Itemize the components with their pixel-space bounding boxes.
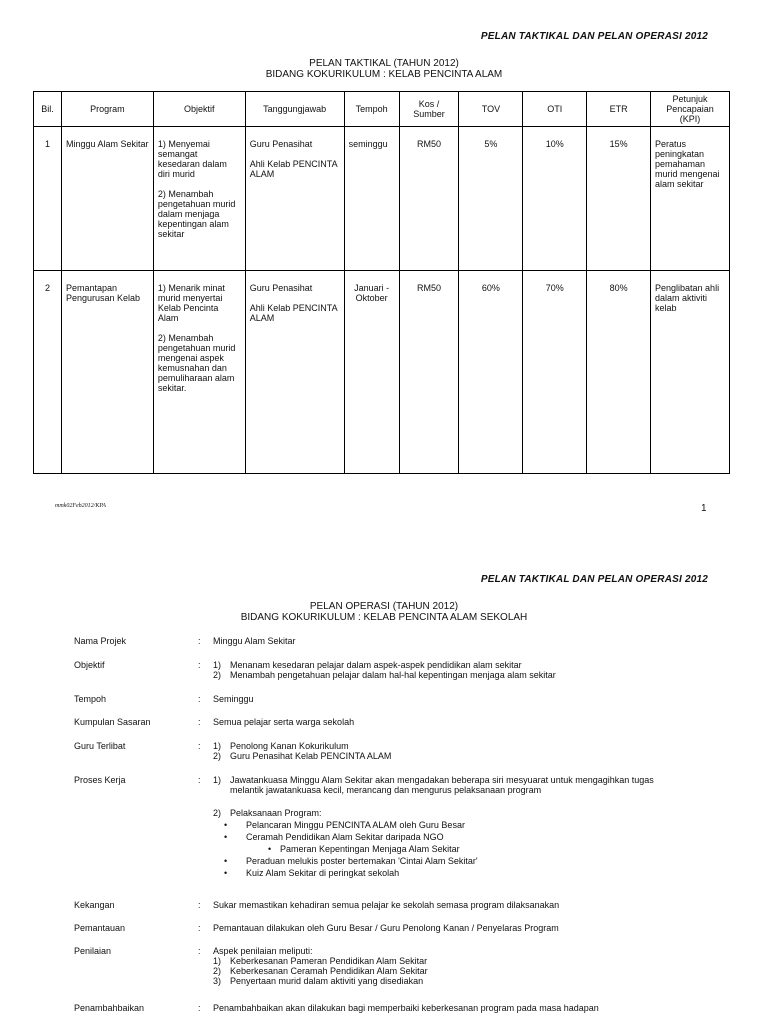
field-colon: :: [198, 636, 201, 646]
list-item: 2) Pelaksanaan Program:: [213, 808, 322, 818]
field-value: Seminggu: [213, 694, 254, 704]
cell-program: Minggu Alam Sekitar: [61, 127, 153, 271]
col-header: TOV: [459, 92, 523, 127]
cell-etr: 80%: [587, 271, 651, 474]
tactical-subtitle: BIDANG KOKURIKULUM : KELAB PENCINTA ALAM: [265, 69, 503, 80]
field-colon: :: [198, 1003, 201, 1013]
list-item: 1) Penolong Kanan Kokurikulum: [213, 741, 349, 751]
bullet-item: • Ceramah Pendidikan Alam Sekitar daripada NGO: [213, 832, 723, 842]
col-header: Program: [61, 92, 153, 127]
table-row: [34, 271, 730, 474]
field-label: Pemantauan: [74, 923, 126, 933]
col-header: Bil.: [34, 92, 62, 127]
table-header-row: [34, 92, 730, 127]
field-label: Kekangan: [74, 900, 115, 910]
list-item: 1) Jawatankuasa Minggu Alam Sekitar akan mengadakan beberapa siri mesyuarat untuk mengagihkan tugas: [213, 775, 654, 785]
bullet-item: • Peraduan melukis poster bertemakan 'Cintai Alam Sekitar': [213, 856, 723, 866]
sub-bullet-item: • Pameran Kepentingan Menjaga Alam Sekitar: [213, 844, 723, 854]
bullet-item: • Pelancaran Minggu PENCINTA ALAM oleh Guru Besar: [213, 820, 723, 830]
list-item: 3) Penyertaan murid dalam aktiviti yang disediakan: [213, 976, 424, 986]
cell-oti: 70%: [523, 271, 587, 474]
cell-objektif: [153, 127, 245, 271]
field-label: Nama Projek: [74, 636, 127, 646]
cell-kos: RM50: [399, 127, 459, 271]
field-colon: :: [198, 660, 201, 670]
field-value: [213, 775, 723, 878]
field-label: Proses Kerja: [74, 775, 126, 785]
field-colon: :: [198, 923, 201, 933]
field-label: Tempoh: [74, 694, 107, 704]
table-row: [34, 127, 730, 271]
field-colon: :: [198, 775, 201, 785]
col-header: Objektif: [153, 92, 245, 127]
cell-tempoh: seminggu: [344, 127, 399, 271]
cell-bil: 2: [34, 271, 62, 474]
field-label: Kumpulan Sasaran: [74, 717, 151, 727]
list-item-continuation: melantik jawatankuasa kecil, merancang dan mengurus pelaksanaan program: [230, 785, 542, 795]
cell-objektif: [153, 271, 245, 474]
tactical-plan-table: [33, 91, 730, 474]
page-header: PELAN TAKTIKAL DAN PELAN OPERASI 2012: [480, 574, 708, 585]
list-item: 2) Menambah pengetahuan pelajar dalam hal-hal kepentingan menjaga alam sekitar: [213, 670, 556, 680]
cell-program: Pemantapan Pengurusan Kelab: [61, 271, 153, 474]
cell-etr: 15%: [587, 127, 651, 271]
cell-tov: 60%: [459, 271, 523, 474]
field-colon: :: [198, 900, 201, 910]
field-value: [213, 741, 723, 761]
field-label: Penambahbaikan: [74, 1003, 145, 1013]
tactical-title: PELAN TAKTIKAL (TAHUN 2012): [309, 58, 459, 69]
col-header: Tanggungjawab: [245, 92, 344, 127]
objective-item: 2) Menambah pengetahuan murid dalam menjaga kepentingan alam sekitar: [157, 189, 236, 239]
cell-tanggungjawab: [245, 271, 344, 474]
objective-item: 1) Menarik minat murid menyertai Kelab Pencinta Alam: [157, 283, 225, 323]
cell-kpi: Penglibatan ahli dalam aktiviti kelab: [651, 271, 730, 474]
cell-tempoh: Januari - Oktober: [344, 271, 399, 474]
cell-tanggungjawab: [245, 127, 344, 271]
cell-kos: RM50: [399, 271, 459, 474]
responsibility-item: Guru Penasihat: [249, 139, 313, 149]
field-colon: :: [198, 946, 201, 956]
responsibility-item: Ahli Kelab PENCINTA ALAM: [249, 159, 338, 179]
field-value: Pemantauan dilakukan oleh Guru Besar / Guru Penolong Kanan / Penyelaras Program: [213, 923, 559, 933]
page-header: PELAN TAKTIKAL DAN PELAN OPERASI 2012: [480, 31, 708, 42]
field-label: Penilaian: [74, 946, 112, 956]
responsibility-item: Guru Penasihat: [249, 283, 313, 293]
field-value: Semua pelajar serta warga sekolah: [213, 717, 355, 727]
list-item: 2) Keberkesanan Ceramah Pendidikan Alam Sekitar: [213, 966, 428, 976]
field-label: Objektif: [74, 660, 105, 670]
cell-tov: 5%: [459, 127, 523, 271]
list-item: 1) Keberkesanan Pameran Pendidikan Alam Sekitar: [213, 956, 428, 966]
field-value: [213, 946, 723, 986]
objective-item: 1) Menyemai semangat kesedaran dalam diri murid: [157, 139, 227, 179]
col-header: ETR: [587, 92, 651, 127]
cell-bil: 1: [34, 127, 62, 271]
page-number: 1: [701, 503, 707, 514]
list-item: 2) Guru Penasihat Kelab PENCINTA ALAM: [213, 751, 392, 761]
field-value: Sukar memastikan kehadiran semua pelajar ke sekolah semasa program dilaksanakan: [213, 900, 560, 910]
bullet-item: • Kuiz Alam Sekitar di peringkat sekolah: [213, 868, 723, 878]
operation-title: PELAN OPERASI (TAHUN 2012): [309, 601, 459, 612]
field-label: Guru Terlibat: [74, 741, 126, 751]
field-value: Minggu Alam Sekitar: [213, 636, 296, 646]
field-colon: :: [198, 694, 201, 704]
col-header: Tempoh: [344, 92, 399, 127]
field-intro: Aspek penilaian meliputi:: [213, 946, 313, 956]
field-colon: :: [198, 717, 201, 727]
responsibility-item: Ahli Kelab PENCINTA ALAM: [249, 303, 338, 323]
field-value: [213, 660, 723, 680]
cell-kpi: Peratus peningkatan pemahaman murid mengenai alam sekitar: [651, 127, 730, 271]
field-value: Penambahbaikan akan dilakukan bagi memperbaiki keberkesanan program pada masa hadapan: [213, 1003, 599, 1013]
col-header: Petunjuk Pencapaian (KPI): [651, 92, 730, 127]
field-colon: :: [198, 741, 201, 751]
operation-subtitle: BIDANG KOKURIKULUM : KELAB PENCINTA ALAM SEKOLAH: [240, 612, 528, 623]
list-item: 1) Menanam kesedaran pelajar dalam aspek-aspek pendidikan alam sekitar: [213, 660, 522, 670]
objective-item: 2) Menambah pengetahuan murid mengenai aspek kemusnahan dan pemuliharaan alam sekitar.: [157, 333, 236, 393]
tactical-title-block: [0, 58, 768, 80]
operation-title-block: [0, 601, 768, 623]
col-header: Kos / Sumber: [399, 92, 459, 127]
footer-code: mmk02Feb2012/KPA: [55, 503, 106, 509]
col-header: OTI: [523, 92, 587, 127]
cell-oti: 10%: [523, 127, 587, 271]
